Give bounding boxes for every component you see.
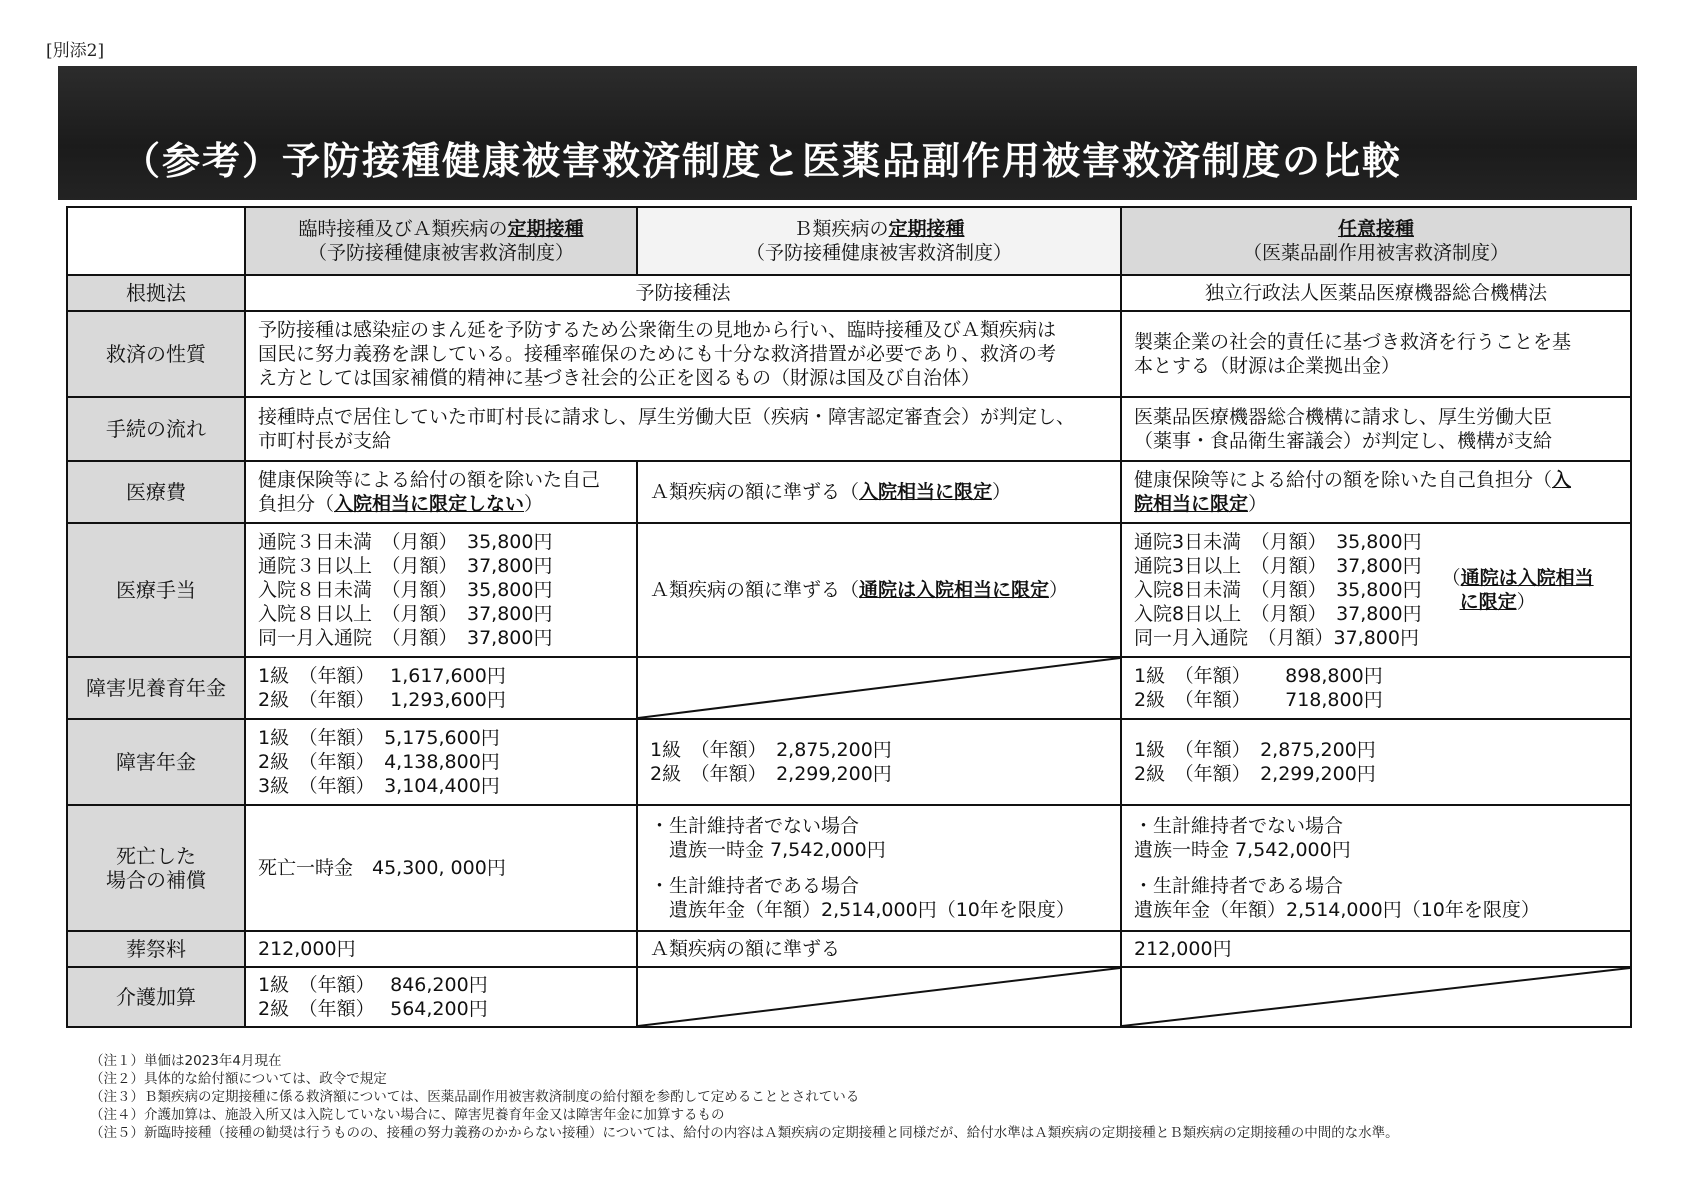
- child-pension-a: 1級 （年額） 1,617,600円 2級 （年額） 1,293,600円: [245, 657, 637, 719]
- nursing-a: 1級 （年額） 846,200円 2級 （年額） 564,200円: [245, 967, 637, 1027]
- disability-pension-b: 1級 （年額） 2,875,200円 2級 （年額） 2,299,200円: [637, 719, 1121, 805]
- funeral-a: 212,000円: [245, 931, 637, 967]
- medical-allowance-c: 通院3日未満 （月額） 35,800円 通院3日以上 （月額） 37,800円 入院8日未満 （月額） 35,800円 入院8日以上 （月額） 37,800円 同一月入通院 （月額）37,800円 （通院は入院相当 に限定）: [1121, 523, 1631, 657]
- medical-cost-b: Ａ類疾病の額に準ずる（入院相当に限定）: [637, 461, 1121, 523]
- row-procedure: [67, 397, 1631, 461]
- child-pension-c: 1級 （年額） 898,800円 2級 （年額） 718,800円: [1121, 657, 1631, 719]
- death-c: ・生計維持者でない場合 遺族一時金 7,542,000円 ・生計維持者である場合 遺族年金（年額）2,514,000円（10年を限度）: [1121, 805, 1631, 931]
- row-funeral: [67, 931, 1631, 967]
- row-law: [67, 275, 1631, 311]
- medical-cost-a: 健康保険等による給付の額を除いた自己 負担分（入院相当に限定しない）: [245, 461, 637, 523]
- row-label: 根拠法: [67, 275, 245, 311]
- row-label: 葬祭料: [67, 931, 245, 967]
- row-label: 介護加算: [67, 967, 245, 1027]
- row-label: 死亡した 場合の補償: [67, 805, 245, 931]
- footnote: （注４）介護加算は、施設入所又は入院していない場合に、障害児養育年金又は障害年金に加算するもの: [90, 1107, 725, 1123]
- row-death-compensation: [67, 805, 1631, 931]
- row-label: 手続の流れ: [67, 397, 245, 461]
- procedure-ab: 接種時点で居住していた市町村長に請求し、厚生労働大臣（疾病・障害認定審査会）が判定し、 市町村長が支給: [245, 397, 1121, 461]
- funeral-b: Ａ類疾病の額に準ずる: [637, 931, 1121, 967]
- procedure-c: 医薬品医療機器総合機構に請求し、厚生労働大臣 （薬事・食品衛生審議会）が判定し、機構が支給: [1121, 397, 1631, 461]
- nature-c: 製薬企業の社会的責任に基づき救済を行うことを基 本とする（財源は企業拠出金）: [1121, 311, 1631, 397]
- diagonal-line: [1122, 968, 1630, 1026]
- law-c: 独立行政法人医薬品医療機器総合機構法: [1121, 275, 1631, 311]
- row-label: 救済の性質: [67, 311, 245, 397]
- row-medical-cost: [67, 461, 1631, 523]
- footnotes: [90, 1052, 1399, 1142]
- law-ab: 予防接種法: [245, 275, 1121, 311]
- disability-pension-c: 1級 （年額） 2,875,200円 2級 （年額） 2,299,200円: [1121, 719, 1631, 805]
- medical-allowance-b: Ａ類疾病の額に準ずる（通院は入院相当に限定）: [637, 523, 1121, 657]
- row-nursing: [67, 967, 1631, 1027]
- death-b: ・生計維持者でない場合 遺族一時金 7,542,000円 ・生計維持者である場合 遺族年金（年額）2,514,000円（10年を限度）: [637, 805, 1121, 931]
- not-applicable-cell: [637, 967, 1121, 1027]
- medical-cost-c: 健康保険等による給付の額を除いた自己負担分（入 院相当に限定）: [1121, 461, 1631, 523]
- medical-allowance-a: 通院３日未満 （月額） 35,800円 通院３日以上 （月額） 37,800円 入院８日未満 （月額） 35,800円 入院８日以上 （月額） 37,800円 同一月入通院 （月額） 37,800円: [245, 523, 637, 657]
- row-nature: [67, 311, 1631, 397]
- row-label: 医療費: [67, 461, 245, 523]
- row-medical-allowance: [67, 523, 1631, 657]
- not-applicable-cell: [1121, 967, 1631, 1027]
- not-applicable-cell: [637, 657, 1121, 719]
- row-label: 障害児養育年金: [67, 657, 245, 719]
- footnote: （注１）単価は2023年4月現在: [90, 1053, 282, 1069]
- footnote: （注３）Ｂ類疾病の定期接種に係る救済額については、医薬品副作用被害救済制度の給付額を参酌して定めることとされている: [90, 1089, 860, 1105]
- diagonal-line: [638, 968, 1120, 1026]
- row-label: 医療手当: [67, 523, 245, 657]
- row-child-pension: [67, 657, 1631, 719]
- page-title: （参考）予防接種健康被害救済制度と医薬品副作用被害救済制度の比較: [122, 139, 1403, 183]
- footnote: （注５）新臨時接種（接種の勧奨は行うものの、接種の努力義務のかからない接種）については、給付の内容はＡ類疾病の定期接種と同様だが、給付水準はＡ類疾病の定期接種とＢ類疾病の定期接種の中間的な水準。: [90, 1125, 1399, 1141]
- title-banner: [58, 66, 1637, 200]
- attachment-label: [別添2]: [46, 41, 105, 61]
- comparison-table: [66, 206, 1632, 1028]
- nature-ab: 予防接種は感染症のまん延を予防するため公衆衛生の見地から行い、臨時接種及びＡ類疾病は 国民に努力義務を課している。接種率確保のためにも十分な救済措置が必要であり、救済の考 え方としては国家補償的精神に基づき社会的公正を図るもの（財源は国及び自治体）: [245, 311, 1121, 397]
- row-label: 障害年金: [67, 719, 245, 805]
- footnote: （注２）具体的な給付額については、政令で規定: [90, 1071, 387, 1087]
- funeral-c: 212,000円: [1121, 931, 1631, 967]
- outpatient-limit-note: （通院は入院相当 に限定）: [1441, 567, 1594, 613]
- disability-pension-a: 1級 （年額） 5,175,600円 2級 （年額） 4,138,800円 3級 （年額） 3,104,400円: [245, 719, 637, 805]
- column-header-a: 臨時接種及びＡ類疾病の定期接種 （予防接種健康被害救済制度）: [245, 207, 637, 275]
- header-row: [67, 207, 1631, 275]
- column-header-c: 任意接種 （医薬品副作用被害救済制度）: [1121, 207, 1631, 275]
- diagonal-line: [638, 658, 1120, 718]
- corner-cell: [67, 207, 245, 275]
- death-a: 死亡一時金 45,300, 000円: [245, 805, 637, 931]
- row-disability-pension: [67, 719, 1631, 805]
- column-header-b: Ｂ類疾病の定期接種 （予防接種健康被害救済制度）: [637, 207, 1121, 275]
